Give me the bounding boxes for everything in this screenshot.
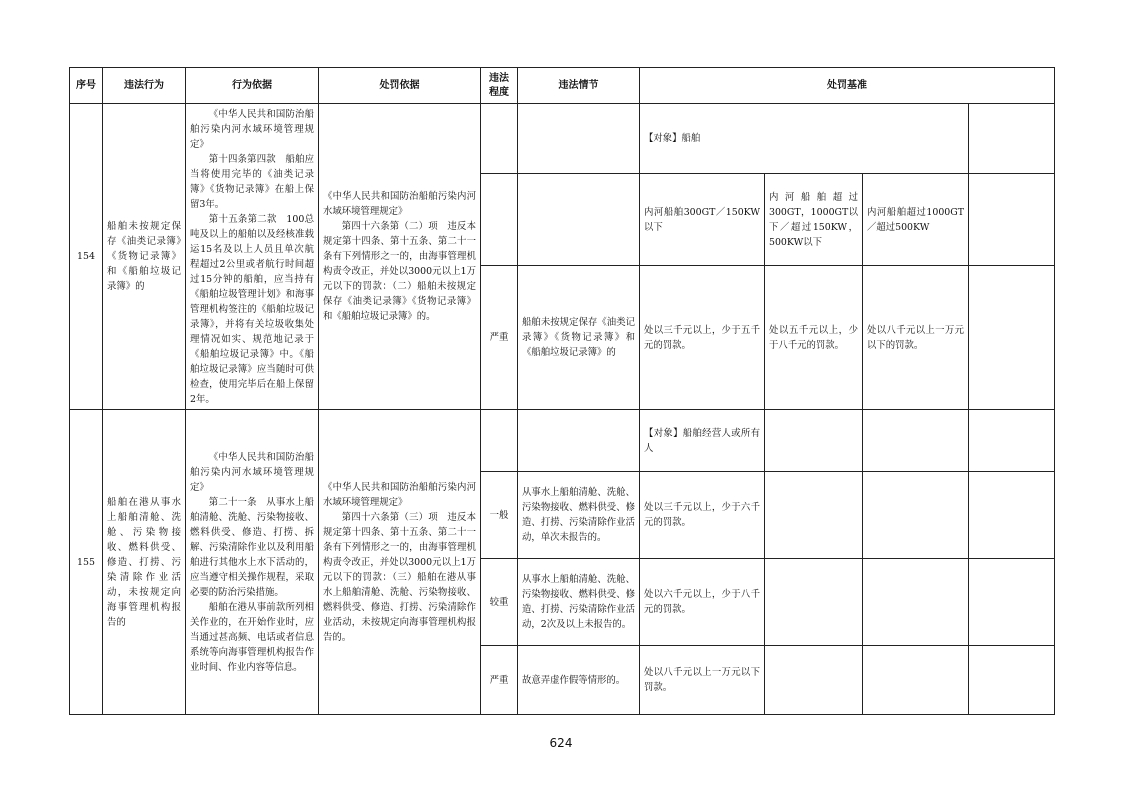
- empty-cell: [765, 472, 863, 559]
- row-154-act-basis: [186, 104, 319, 410]
- penalty-basis-text: 第四十六条第（二）项 违反本规定第十四条、第十五条、第二十一条有下列情形之一的，由海事管理机构责令改正，并处以3000元以上1万元以下的罚款：（二）船舶未按规定保存《油类记录簿》《货物记录簿》和《船舶垃圾记录簿》的。: [323, 221, 476, 322]
- row-155-circumstance: 从事水上船舶清舱、洗舱、污染物接收、燃料供受、修造、打捞、污染清除作业活动，单次未报告的。: [518, 472, 640, 559]
- header-violation: 违法行为: [103, 68, 186, 104]
- act-basis-para: 第二十一条 从事水上船舶清舱、洗舱、污染物接收、燃料供受、修造、打捞、拆解、污染清除作业以及利用船舶进行其他水上水下活动的，应当遵守相关操作规程，采取必要的防治污染措施。: [190, 496, 314, 598]
- act-basis-para: 船舶在港从事前款所列相关作业的，在开始作业时，应当通过甚高频、电话或者信息系统等向海事管理机构报告作业时间、作业内容等信息。: [190, 601, 314, 673]
- row-154-degree: 严重: [481, 266, 518, 410]
- row-154-circ-empty: [518, 104, 640, 174]
- penalty-3: 处以八千元以上一万元以下的罚款。: [863, 266, 969, 410]
- row-154-extra-empty: [969, 104, 1055, 174]
- header-act-basis: 行为依据: [186, 68, 319, 104]
- act-basis-para: 第十四条第四款 船舶应当将使用完毕的《油类记录簿》《货物记录簿》在船上保留3年。: [190, 153, 314, 210]
- penalty-basis-title: 《中华人民共和国防治船舶污染内河水域环境管理规定》: [323, 481, 476, 508]
- row-154-penalty-basis: [319, 104, 481, 410]
- row-154-violation: 船舶未按规定保存《油类记录簿》《货物记录簿》和《船舶垃圾记录簿》的: [103, 104, 186, 410]
- empty-cell: [969, 472, 1055, 559]
- header-no: 序号: [70, 68, 103, 104]
- row-154-target-cell: 【对象】船舶: [640, 104, 969, 174]
- penalty-standard-table: [69, 67, 1055, 715]
- row-155-violation: 船舶在港从事水上船舶清舱、洗舱、污染物接收、燃料供受、修造、打捞、污染清除作业活动，未按规定向海事管理机构报告的: [103, 410, 186, 715]
- row-155-penalty: 处以三千元以上，少于六千元的罚款。: [640, 472, 765, 559]
- row-155-circumstance: 从事水上船舶清舱、洗舱、污染物接收、燃料供受、修造、打捞、污染清除作业活动，2次及以上未报告的。: [518, 559, 640, 646]
- row-155-penalty-basis: [319, 410, 481, 715]
- row-155-circ-empty: [518, 410, 640, 472]
- empty-cell: [765, 646, 863, 715]
- row-155-act-basis: [186, 410, 319, 715]
- act-basis-title: 《中华人民共和国防治船舶污染内河水域环境管理规定》: [190, 451, 314, 493]
- act-basis-title: 《中华人民共和国防治船舶污染内河水域环境管理规定》: [190, 108, 314, 150]
- row-154-degree-empty: [481, 104, 518, 174]
- empty-cell: [863, 472, 969, 559]
- penalty-2: 处以五千元以上，少于八千元的罚款。: [765, 266, 863, 410]
- row-155-circumstance: 故意弄虚作假等情形的。: [518, 646, 640, 715]
- empty-cell: [765, 559, 863, 646]
- row-155-target-cell: 【对象】船舶经营人或所有人: [640, 410, 765, 472]
- row-155-target: [70, 410, 1055, 472]
- empty-cell: [969, 410, 1055, 472]
- penalty-basis-text: 第四十六条第（三）项 违反本规定第十四条、第十五条、第二十一条有下列情形之一的，由海事管理机构责令改正，并处以3000元以上1万元以下的罚款：（三）船舶在港从事水上船舶清舱、洗舱、污染物接收、燃料供受、修造、打捞、污染清除作业活动，未按规定向海事管理机构报告的。: [323, 511, 476, 643]
- header-degree: 违法 程度: [481, 68, 518, 104]
- row-154-circ-empty: [518, 174, 640, 266]
- row-154-no: 154: [70, 104, 103, 410]
- row-154-circumstance: 船舶未按规定保存《油类记录簿》《货物记录簿》和《船舶垃圾记录簿》的: [518, 266, 640, 410]
- row-154-degree-empty: [481, 174, 518, 266]
- row-155-degree-empty: [481, 410, 518, 472]
- row-155-no: 155: [70, 410, 103, 715]
- row-155-penalty: 处以六千元以上，少于八千元的罚款。: [640, 559, 765, 646]
- header-row: [70, 68, 1055, 104]
- act-basis-para: 第十五条第二款 100总吨及以上的船舶以及经核准载运15名及以上人员且单次航程超过2公里或者航行时间超过15分钟的船舶，应当持有《船舶垃圾管理计划》和海事管理机构签注的《船舶垃圾记录簿》，并将有关垃圾收集处理情况如实、规范地记录于《船舶垃圾记录簿》中。《船舶垃圾记录簿》应当随时可供检查，使用完毕后在船上保留2年。: [190, 213, 314, 405]
- penalty-basis-title: 《中华人民共和国防治船舶污染内河水域环境管理规定》: [323, 191, 476, 217]
- category-3: 内河船舶超过1000GT／超过500KW: [863, 174, 969, 266]
- row-155-degree: 一般: [481, 472, 518, 559]
- empty-cell: [863, 646, 969, 715]
- penalty-1: 处以三千元以上，少于五千元的罚款。: [640, 266, 765, 410]
- empty-cell: [969, 646, 1055, 715]
- row-155-degree: 较重: [481, 559, 518, 646]
- empty-cell: [863, 559, 969, 646]
- row-154-target: [70, 104, 1055, 174]
- page-number: 624: [549, 736, 573, 750]
- empty-cell: [863, 410, 969, 472]
- category-2: 内河船舶超过300GT，1000GT以下／超过150KW，500KW以下: [765, 174, 863, 266]
- row-155-penalty: 处以八千元以上一万元以下罚款。: [640, 646, 765, 715]
- empty-cell: [765, 410, 863, 472]
- header-penalty-basis: 处罚依据: [319, 68, 481, 104]
- empty-cell: [969, 559, 1055, 646]
- header-standard: 处罚基准: [640, 68, 1055, 104]
- category-1: 内河船舶300GT／150KW以下: [640, 174, 765, 266]
- row-154-extra-empty: [969, 174, 1055, 266]
- row-155-degree: 严重: [481, 646, 518, 715]
- row-154-extra-empty: [969, 266, 1055, 410]
- header-circumstance: 违法情节: [518, 68, 640, 104]
